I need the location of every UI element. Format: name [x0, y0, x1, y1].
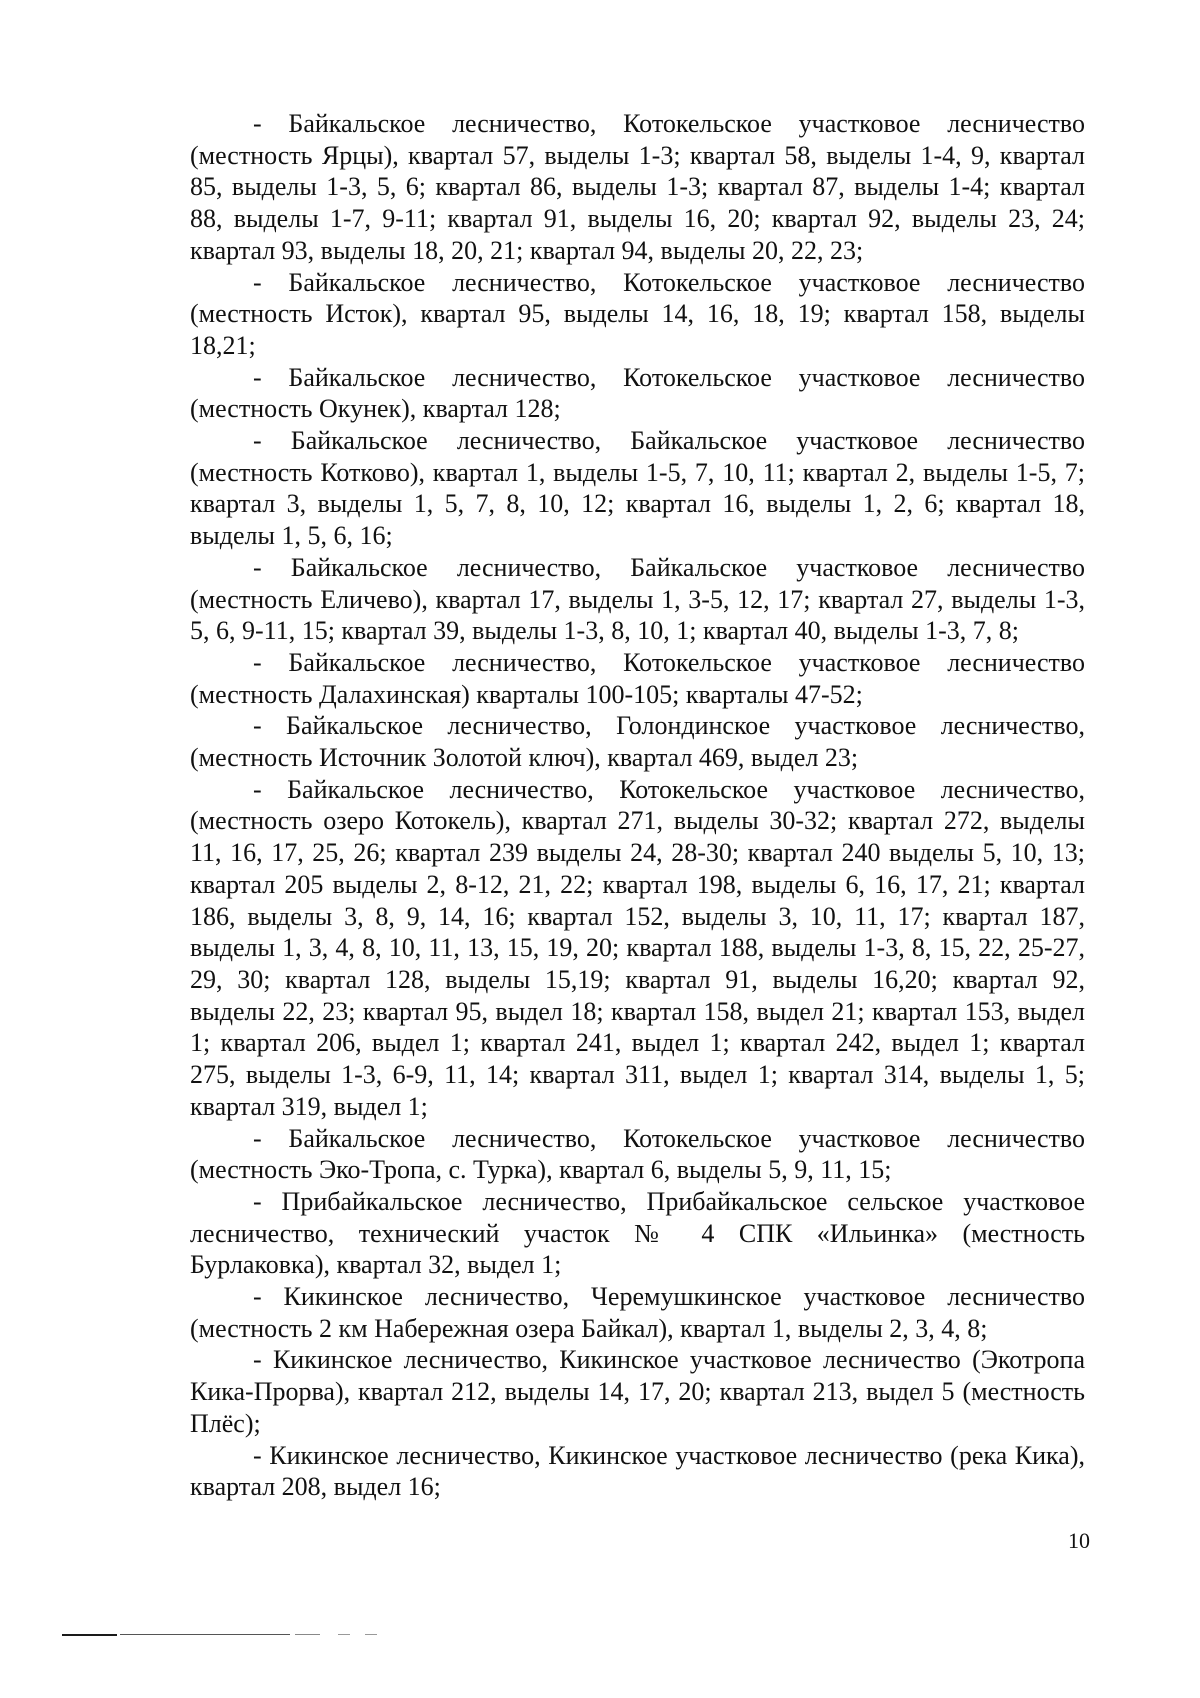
- footer-rule: [120, 1634, 290, 1635]
- page-number: 10: [1068, 1528, 1090, 1553]
- list-item: - Кикинское лесничество, Черемушкинское участковое лесничество (местность 2 км Набережная озера Байкал), квартал 1, выделы 2, 3, 4, 8;: [190, 1282, 1085, 1343]
- footer-rule: [338, 1634, 350, 1635]
- list-item: - Байкальское лесничество, Котокельское участковое лесничество (местность Окунек), квартал 128;: [190, 362, 1085, 424]
- list-item: - Байкальское лесничество, Котокельское участковое лесничество (местность Исток), квартал 95, выделы 14, 16, 18, 19; квартал 158, выделы 18,21;: [190, 267, 1085, 360]
- list-item: - Кикинское лесничество, Кикинское участковое лесничество (Экотропа Кика-Прорва), квартал 212, выделы 14, 17, 20; квартал 213, выдел 5 (местность Плёс);: [190, 1345, 1085, 1438]
- list-item: - Байкальское лесничество, Котокельское участковое лесничество (местность Ярцы), квартал 57, выделы 1-3; квартал 58, выделы 1-4, 9, квартал 85, выделы 1-3, 5, 6; квартал 86, выделы 1-3; квартал 87, выделы 1-4; квартал 88, выделы 1-7, 9-11; квартал 91, выделы 16, 20; квартал 92, выделы 23, 24; квартал 93, выделы 18, 20, 21; квартал 94, выделы 20, 22, 23;: [190, 109, 1085, 265]
- list-item: - Байкальское лесничество, Котокельское участковое лесничество, (местность озеро Котокель), квартал 271, выделы 30-32; квартал 272, выделы 11, 16, 17, 25, 26; квартал 239 выделы 24, 28-30; квартал 240 выделы 5, 10, 13; квартал 205 выделы 2, 8-12, 21, 22; квартал 198, выделы 6, 16, 17, 21; квартал 186, выделы 3, 8, 9, 14, 16; квартал 152, выделы 3, 10, 11, 17; квартал 187, выделы 1, 3, 4, 8, 10, 11, 13, 15, 19, 20; квартал 188, выделы 1-3, 8, 15, 22, 25-27, 29, 30; квартал 128, выделы 15,19; квартал 91, выделы 16,20; квартал 92, выделы 22, 23; квартал 95, выдел 18; квартал 158, выдел 21; квартал 153, выдел 1; квартал 206, выдел 1; квартал 241, выдел 1; квартал 242, выдел 1; квартал 275, выделы 1-3, 6-9, 11, 14; квартал 311, выдел 1; квартал 314, выделы 1, 5; квартал 319, выдел 1;: [190, 774, 1085, 1121]
- footer-rule: [295, 1634, 320, 1635]
- list-item: - Кикинское лесничество, Кикинское участковое лесничество (река Кика), квартал 208, выдел 16;: [190, 1440, 1085, 1502]
- list-item: - Байкальское лесничество, Байкальское участковое лесничество (местность Котково), квартал 1, выделы 1-5, 7, 10, 11; квартал 2, выделы 1-5, 7; квартал 3, выделы 1, 5, 7, 8, 10, 12; квартал 16, выделы 1, 2, 6; квартал 18, выделы 1, 5, 6, 16;: [190, 426, 1085, 551]
- list-item: - Прибайкальское лесничество, Прибайкальское сельское участковое лесничество, технический участок № 4 СПК «Ильинка» (местность Бурлаковка), квартал 32, выдел 1;: [190, 1186, 1085, 1280]
- footer-rule: [365, 1634, 377, 1635]
- list-item: - Байкальское лесничество, Котокельское участковое лесничество (местность Эко-Тропа, с. Турка), квартал 6, выделы 5, 9, 11, 15;: [190, 1123, 1085, 1185]
- document-body: [190, 108, 1085, 1503]
- list-item: - Байкальское лесничество, Байкальское участковое лесничество (местность Еличево), квартал 17, выделы 1, 3-5, 12, 17; квартал 27, выделы 1-3, 5, 6, 9-11, 15; квартал 39, выделы 1-3, 8, 10, 1; квартал 40, выделы 1-3, 7, 8;: [190, 552, 1085, 646]
- list-item: - Байкальское лесничество, Котокельское участковое лесничество (местность Далахинская) кварталы 100-105; кварталы 47-52;: [190, 647, 1085, 709]
- list-item: - Байкальское лесничество, Голондинское участковое лесничество, (местность Источник Золотой ключ), квартал 469, выдел 23;: [190, 711, 1085, 773]
- footer-rule: [62, 1634, 117, 1636]
